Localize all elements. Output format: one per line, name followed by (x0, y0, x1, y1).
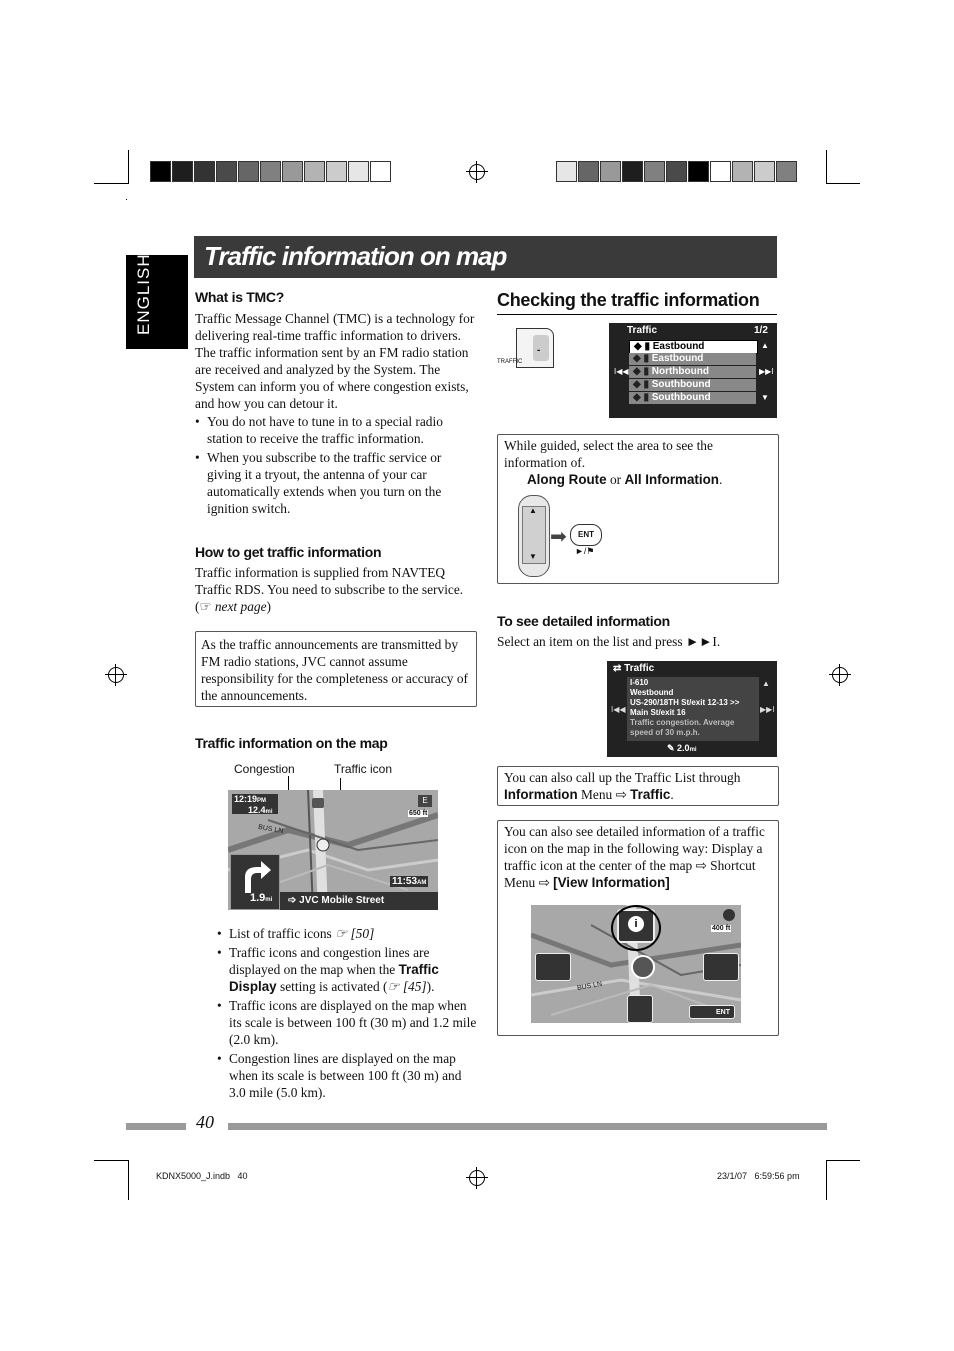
reference-link[interactable]: next page (214, 599, 267, 614)
traffic-list-item[interactable] (629, 379, 756, 391)
traffic-menu-key: Traffic (630, 787, 671, 802)
compass-icon[interactable]: E (418, 795, 432, 807)
on-map-bullets (217, 925, 477, 1101)
skip-forward-icon[interactable]: ▶▶I (759, 367, 774, 376)
pencil-icon: ✎ (667, 743, 678, 753)
traffic-list-screen (609, 323, 777, 418)
detail-line: speed of 30 m.p.h. (630, 728, 700, 737)
list-item: • List of traffic icons ☞ [50] (217, 925, 477, 942)
list-item: • Traffic icons are displayed on the map when its scale is between 100 ft (30 m) and 1.2 mile (2.0 km). (217, 997, 477, 1048)
color-swatch (326, 161, 347, 182)
direction-icon: ◆ ▮ (633, 353, 652, 364)
registration-mark-icon (832, 667, 848, 683)
color-swatch (348, 161, 369, 182)
traffic-list-title: Traffic (627, 325, 658, 336)
section-heading: Checking the traffic information (497, 290, 760, 310)
dash-icon: - (537, 345, 541, 356)
page-title: Traffic information on map (204, 241, 507, 271)
color-swatch (688, 161, 709, 182)
turn-arrow-graphic (231, 855, 279, 895)
what-is-tmc-bullets (195, 413, 470, 517)
direction-icon: ◆ ▮ (634, 341, 653, 352)
label-traffic-icon: Traffic icon (334, 762, 393, 776)
color-swatch (216, 161, 237, 182)
traffic-list-page: 1/2 (754, 325, 768, 336)
traffic-button-key (533, 335, 549, 361)
color-swatch (556, 161, 577, 182)
notice-box (195, 631, 477, 707)
what-is-tmc-heading: What is TMC? (195, 289, 284, 305)
list-item: • You do not have to tune in to a special radio station to receive the traffic information. (195, 413, 470, 447)
color-swatch (150, 161, 171, 182)
selection-ring (611, 905, 661, 951)
map-screen-2 (531, 905, 741, 1023)
traffic-mode-icon: ⇄ (613, 663, 625, 674)
traffic-list-item-label: Northbound (651, 366, 709, 377)
footer-file: KDNX5000_J.indb 40 (156, 1171, 248, 1181)
reference-icon: ☞ (199, 599, 212, 614)
scroll-up-icon[interactable]: ▲ (762, 679, 770, 688)
registration-mark-icon (469, 164, 485, 180)
turn-distance: 1.9mi (250, 892, 273, 904)
color-swatch (644, 161, 665, 182)
list-item: • Traffic icons and congestion lines are displayed on the map when the Traffic Display setting is activated (☞ [45]). (217, 944, 477, 995)
registration-mark-icon (469, 1170, 485, 1186)
crop-mark (826, 150, 827, 184)
detail-line: US-290/18TH St/exit 12-13 >> (630, 698, 740, 707)
traffic-detail-screen (607, 661, 777, 757)
street-name-bar: ➩ JVC Mobile Street (280, 892, 438, 910)
on-map-heading: Traffic information on the map (195, 735, 388, 751)
traffic-icon (312, 798, 324, 808)
information-menu-key: Information (504, 787, 578, 802)
along-route-option[interactable]: Along Route (527, 472, 607, 487)
map-screen (228, 790, 438, 910)
traffic-list-item[interactable] (629, 366, 756, 378)
tip-box-view-information: You can also see detailed information of a traffic icon on the map in the following way: Display a traffic icon at the center of the map ⇨ Shortcut Menu ⇨ [View Information] (497, 820, 779, 1036)
traffic-list-item-label: Southbound (651, 379, 711, 390)
color-swatch (282, 161, 303, 182)
color-swatch (194, 161, 215, 182)
crop-mark (826, 1160, 827, 1200)
skip-back-icon[interactable]: I◀◀ (611, 705, 626, 714)
crop-mark (128, 150, 129, 184)
crop-mark (126, 199, 127, 200)
crosshair-icon (631, 955, 655, 979)
guided-text: While guided, select the area to see the information of. (504, 438, 713, 470)
ent-button[interactable]: ENT (689, 1005, 735, 1019)
color-swatch (776, 161, 797, 182)
language-tab-label: ENGLISH (134, 253, 153, 335)
all-information-option[interactable]: All Information (624, 472, 719, 487)
color-swatch (578, 161, 599, 182)
list-item: • When you subscribe to the traffic service or giving it a tryout, the antenna of your car automatically extends when you turn on the ignition switch. (195, 449, 470, 517)
label-congestion: Congestion (234, 762, 295, 776)
color-swatch (600, 161, 621, 182)
traffic-list-item[interactable] (629, 353, 756, 365)
map-scale: 400 ft (712, 925, 731, 932)
color-swatch (304, 161, 325, 182)
direction-icon: ◆ ▮ (633, 366, 652, 377)
tip-box-traffic-list: You can also call up the Traffic List through Information Menu ⇨ Traffic. (497, 766, 779, 806)
detail-line: Main St/exit 16 (630, 708, 686, 717)
how-to-get-heading: How to get traffic information (195, 544, 382, 560)
play-mark-icon: ►/⚑ (575, 546, 595, 556)
reference-link[interactable]: ☞ [45] (387, 979, 427, 994)
detail-line: I-610 (630, 678, 649, 687)
color-swatch (710, 161, 731, 182)
traffic-button-label: TRAFFIC (497, 359, 523, 365)
detailed-text: Select an item on the list and press ►►I. (497, 634, 721, 649)
detailed-heading: To see detailed information (497, 613, 670, 629)
color-calibration-strip-right (556, 161, 798, 182)
road-label: BUS LN (257, 823, 284, 836)
color-swatch (260, 161, 281, 182)
up-arrow-icon: ▲ (529, 506, 537, 515)
detail-line: Westbound (630, 688, 674, 697)
detail-screen-title: ⇄ Traffic (613, 663, 655, 674)
down-arrow-icon: ▼ (529, 552, 537, 561)
footer-rule-right (228, 1123, 827, 1130)
direction-icon: ◆ ▮ (633, 379, 652, 390)
detail-line: Traffic congestion. Average (630, 718, 735, 727)
color-swatch (238, 161, 259, 182)
crop-mark (826, 1160, 860, 1161)
right-shortcut-icon[interactable] (703, 953, 739, 981)
crop-mark (826, 183, 860, 184)
compass-icon[interactable] (723, 909, 735, 921)
detail-lines (630, 678, 760, 738)
traffic-list-item-label: Eastbound (651, 353, 704, 364)
color-swatch (622, 161, 643, 182)
crop-mark (94, 183, 128, 184)
clock-display: 11:53AM (392, 876, 427, 887)
color-calibration-strip-left (150, 161, 392, 182)
map-time-panel: 12:19PM 12.4mi (232, 794, 278, 814)
reference-link[interactable]: ☞ [50] (335, 926, 375, 941)
section-rule (497, 314, 777, 315)
detail-distance: ✎ 2.0mi (667, 743, 697, 753)
page-number: 40 (196, 1112, 214, 1132)
guided-options: Along Route or All Information. (527, 472, 723, 487)
left-shortcut-icon[interactable] (535, 953, 571, 981)
direction-icon: ◆ ▮ (633, 392, 652, 403)
language-tab (126, 255, 188, 349)
info-icon-glyph: i (628, 916, 644, 932)
ent-button[interactable]: ENT (570, 524, 602, 546)
color-swatch (732, 161, 753, 182)
color-swatch (754, 161, 775, 182)
control-knob[interactable] (518, 495, 550, 577)
registration-mark-icon (108, 667, 124, 683)
list-item: • Congestion lines are displayed on the map when its scale is between 100 ft (30 m) and 3.0 mile (5.0 km). (217, 1050, 477, 1101)
crop-mark (94, 1160, 128, 1161)
scroll-down-icon[interactable]: ▼ (761, 393, 769, 402)
notice-text: As the traffic announcements are transmitted by FM radio stations, JVC cannot assume responsibility for the completeness or accuracy of the announcements. (201, 637, 468, 703)
color-swatch (172, 161, 193, 182)
direction-arrow-icon: ➩ (288, 895, 300, 906)
view-information-key: [View Information] (553, 875, 670, 890)
how-to-get-paragraph: Traffic information is supplied from NAVTEQ Traffic RDS. You need to subscribe to the service. (☞ next page) (195, 565, 464, 614)
title-bar (194, 236, 777, 278)
skip-back-icon[interactable]: I◀◀ (614, 367, 629, 376)
color-swatch (666, 161, 687, 182)
map-scale: 650 ft (409, 810, 428, 817)
bottom-shortcut-icon[interactable] (627, 995, 653, 1023)
footer-rule-left (126, 1123, 186, 1130)
press-arrow-icon: ➡ (550, 526, 567, 548)
skip-forward-icon[interactable]: ▶▶I (760, 705, 775, 714)
what-is-tmc-paragraph: Traffic Message Channel (TMC) is a technology for delivering real-time traffic information to drivers. The traffic information sent by an FM radio station are received and analyzed by the System. The System can inform you of where congestion exists, and how you can detour it. (195, 311, 475, 411)
crop-mark (128, 1160, 129, 1200)
traffic-list-item-label: Southbound (651, 392, 711, 403)
traffic-list-item-label: Eastbound (652, 341, 705, 352)
footer-timestamp: 23/1/07 6:59:56 pm (717, 1171, 800, 1181)
color-swatch (370, 161, 391, 182)
road-label: BUS LN (576, 980, 603, 993)
scroll-up-icon[interactable]: ▲ (761, 341, 769, 350)
traffic-list-item[interactable] (629, 392, 756, 404)
traffic-list-item[interactable] (629, 340, 758, 354)
